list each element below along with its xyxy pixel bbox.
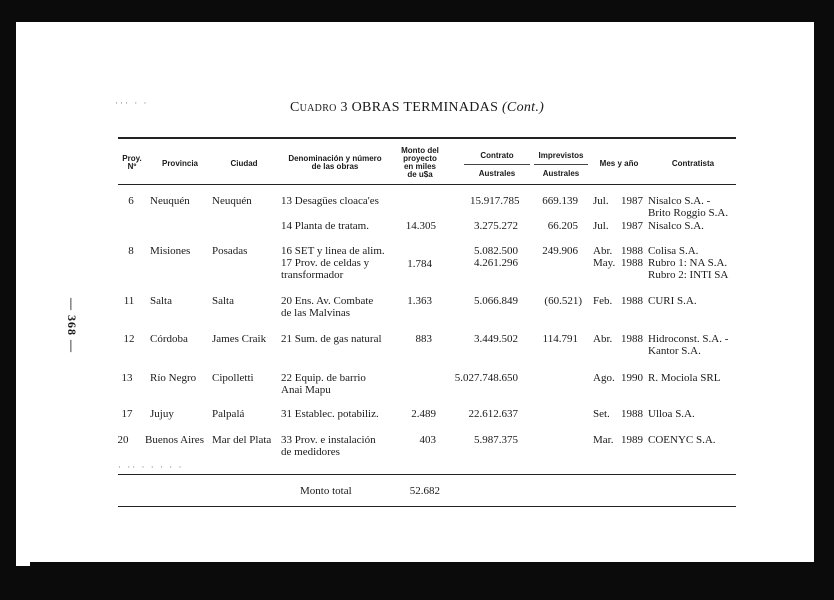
cell-proy: 20	[117, 434, 129, 446]
cell-contrato: 15.917.785	[470, 195, 520, 207]
cell-contratista: COENYC S.A.	[648, 434, 716, 446]
total-label: Monto total	[300, 485, 352, 497]
cell-mes: Jul.	[593, 195, 609, 207]
cell-proy: 11	[123, 295, 135, 307]
total-value: 52.682	[409, 485, 440, 497]
header-bottom-rule	[118, 184, 736, 185]
cell-ciudad: James Craik	[212, 333, 267, 345]
cell-mes: Ago.	[593, 372, 615, 384]
cell-mes: Abr.	[593, 333, 613, 345]
cell-provincia: Córdoba	[150, 333, 188, 345]
imprevistos-subrule	[534, 164, 588, 165]
cell-provincia: Salta	[150, 295, 172, 307]
cell-provincia: Jujuy	[150, 408, 174, 420]
contrato-subrule	[464, 164, 530, 165]
cell-anio: 1989	[621, 434, 643, 446]
title-main: OBRAS TERMINADAS	[351, 100, 499, 115]
cell-proy: 12	[123, 333, 135, 345]
cell-ciudad: Posadas	[212, 245, 248, 257]
cell-monto: 14.305	[405, 220, 436, 232]
cell-contratista: Nisalco S.A.	[648, 220, 704, 232]
cell-anio: 1988 1988	[621, 245, 643, 269]
cell-obra: 33 Prov. e instalación de medidores	[281, 434, 376, 458]
cell-anio: 1990	[621, 372, 643, 384]
speckle: · ·· · · · · ·	[118, 462, 184, 472]
cell-contratista: CURI S.A.	[648, 295, 697, 307]
cell-anio: 1987	[621, 195, 643, 207]
cell-monto: 1.784	[407, 258, 432, 270]
cell-contratista: R. Mociola SRL	[648, 372, 721, 384]
cell-obra: 31 Establec. potabiliz.	[281, 408, 379, 420]
table-title	[290, 100, 544, 116]
header-contrato-unit: Australes	[478, 169, 516, 178]
cell-contrato: 5.027.748.650	[454, 372, 518, 384]
cell-obra: 22 Equip. de barrio Anai Mapu	[281, 372, 366, 396]
cell-imprevistos: 669.139	[542, 195, 578, 207]
cell-monto: 2.489	[411, 408, 436, 420]
speckle: ··· · ·	[115, 98, 149, 108]
body-bottom-rule	[118, 474, 736, 475]
cell-imprevistos: 66.205	[547, 220, 578, 232]
cell-mes: Abr. May.	[593, 245, 616, 269]
header-mes-anio: Mes y año	[599, 159, 639, 168]
cell-imprevistos: 249.906	[542, 245, 578, 257]
cell-mes: Set.	[593, 408, 610, 420]
title-number: 3	[340, 100, 348, 115]
cell-contrato: 3.275.272	[474, 220, 518, 232]
cell-provincia: Misiones	[150, 245, 191, 257]
cell-mes: Feb.	[593, 295, 613, 307]
cell-ciudad: Neuquén	[212, 195, 252, 207]
cell-monto: 883	[415, 333, 432, 345]
cell-monto: 403	[419, 434, 436, 446]
title-suffix: (Cont.)	[501, 100, 545, 115]
cell-obra: 21 Sum. de gas natural	[281, 333, 382, 345]
cell-ciudad: Mar del Plata	[212, 434, 272, 446]
cell-anio: 1988	[621, 333, 643, 345]
cell-provincia: Río Negro	[150, 372, 197, 384]
cell-obra: 14 Planta de tratam.	[281, 220, 369, 232]
cell-provincia: Buenos Aires	[145, 434, 204, 446]
header-imprevistos-unit: Australes	[542, 169, 580, 178]
header-contrato: Contrato	[480, 151, 514, 160]
cell-contrato: 5.987.375	[474, 434, 518, 446]
header-provincia: Provincia	[161, 159, 198, 168]
cell-mes: Mar.	[593, 434, 614, 446]
cell-proy: 6	[128, 195, 134, 207]
cell-proy: 13	[121, 372, 133, 384]
cell-ciudad: Salta	[212, 295, 234, 307]
header-monto: Monto del proyecto en miles de u$a	[401, 146, 439, 179]
table-bottom-rule	[118, 506, 736, 507]
cell-contrato: 5.082.500 4.261.296	[474, 245, 518, 269]
cell-monto: 1.363	[407, 295, 432, 307]
cell-contrato: 5.066.849	[474, 295, 518, 307]
header-imprevistos: Imprevistos	[538, 151, 584, 160]
cell-obra: 20 Ens. Av. Combate de las Malvinas	[281, 295, 374, 319]
cell-ciudad: Cipolletti	[212, 372, 254, 384]
cell-contratista: Nisalco S.A. - Brito Roggio S.A.	[648, 195, 729, 219]
cell-obra: 16 SET y linea de alim. 17 Prov. de celdas y transformador	[281, 245, 385, 281]
cell-imprevistos: (60.521)	[544, 295, 582, 307]
cell-anio: 1988	[621, 295, 643, 307]
cell-provincia: Neuquén	[150, 195, 190, 207]
title-prefix: Cuadro	[290, 100, 337, 115]
cell-proy: 17	[121, 408, 133, 420]
cell-contrato: 3.449.502	[474, 333, 518, 345]
cell-mes: Jul.	[593, 220, 609, 232]
cell-contratista: Colisa S.A. Rubro 1: NA S.A. Rubro 2: INTI SA	[648, 245, 729, 281]
cell-ciudad: Palpalá	[212, 408, 245, 420]
header-contratista: Contratista	[671, 159, 715, 168]
cell-imprevistos: 114.791	[542, 333, 578, 345]
cell-contratista: Ulloa S.A.	[648, 408, 695, 420]
page-number: — 368 —	[65, 298, 79, 353]
header-denominacion: Denominación y número de las obras	[288, 154, 382, 171]
cell-anio: 1988	[621, 408, 643, 420]
header-ciudad: Ciudad	[230, 159, 258, 168]
page-bottom-edge	[30, 562, 834, 572]
cell-proy: 8	[128, 245, 134, 257]
cell-contrato: 22.612.637	[468, 408, 518, 420]
cell-contratista: Hidroconst. S.A. - Kantor S.A.	[648, 333, 729, 357]
table-top-rule	[118, 137, 736, 139]
header-proy: Proy. Nº	[122, 154, 142, 171]
cell-obra: 13 Desagües cloaca'es	[281, 195, 379, 207]
cell-anio: 1987	[621, 220, 643, 232]
